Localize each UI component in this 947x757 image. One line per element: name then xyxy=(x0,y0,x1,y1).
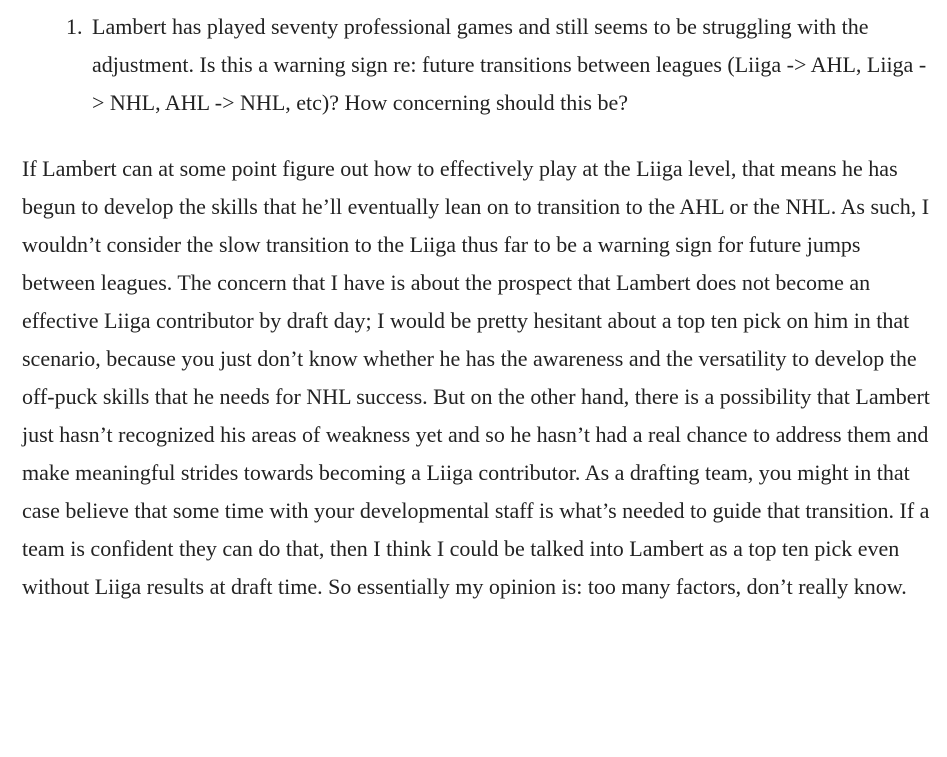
list-item-number: 1. xyxy=(66,14,83,39)
question-list xyxy=(22,8,928,122)
question-text: Lambert has played seventy professional games and still seems to be struggling with the adjustment. Is this a warning sign re: future transitions between leagues (Liiga -> AHL, Liiga -> NHL, AHL -> NHL, etc)? How concerning should this be? xyxy=(92,14,927,115)
answer-paragraph: If Lambert can at some point figure out how to effectively play at the Liiga level, that means he has begun to develop the skills that he’ll eventually lean on to transition to the AHL or the NHL. As such, I wouldn’t consider the slow transition to the Liiga thus far to be a warning sign for future jumps between leagues. The concern that I have is about the prospect that Lambert does not become an effective Liiga contributor by draft day; I would be pretty hesitant about a top ten pick on him in that scenario, because you just don’t know whether he has the awareness and the versatility to develop the off-puck skills that he needs for NHL success. But on the other hand, there is a possibility that Lambert just hasn’t recognized his areas of weakness yet and so he hasn’t had a real chance to address them and make meaningful strides towards becoming a Liiga contributor. As a drafting team, you might in that case believe that some time with your developmental staff is what’s needed to guide that transition. If a team is confident they can do that, then I think I could be talked into Lambert as a top ten pick even without Liiga results at draft time. So essentially my opinion is: too many factors, don’t really know. xyxy=(22,156,930,599)
list-item xyxy=(66,8,932,122)
article-body xyxy=(22,0,928,606)
